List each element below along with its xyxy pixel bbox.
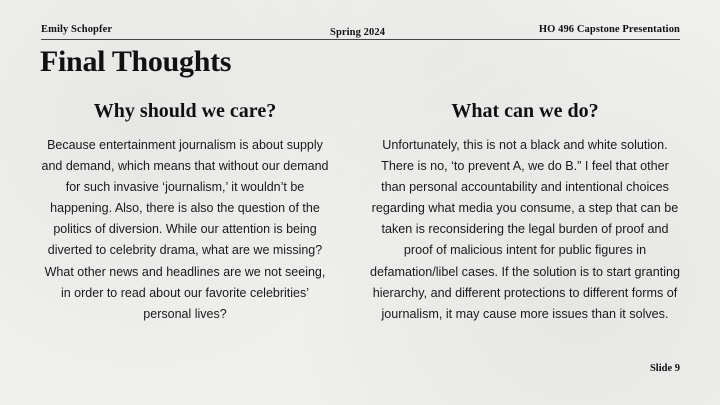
slide-title: Final Thoughts xyxy=(40,45,232,78)
term-label: Spring 2024 xyxy=(330,27,386,38)
slide-number: Slide 9 xyxy=(649,363,680,374)
right-column-heading: What can we do? xyxy=(451,100,599,122)
left-column-heading: Why should we care? xyxy=(93,100,277,122)
left-column xyxy=(40,100,330,325)
course-title: HO 496 Capstone Presentation xyxy=(538,24,680,35)
author-name: Emily Schopfer xyxy=(41,24,113,35)
right-column xyxy=(369,100,681,325)
right-column-body: Unfortunately, this is not a black and white solution. There is no, ‘to prevent A, we do B.” I feel that other than personal accountability and intentional choices regarding what media you consume, a step that can be taken is reconsidering the legal burden of proof and proof of malicious intent for public figures in defamation/libel cases. If the solution is to start granting hierarchy, and different protections to different forms of journalism, it may cause more issues than it solves. xyxy=(369,138,681,321)
header-divider xyxy=(41,39,680,40)
left-column-body: Because entertainment journalism is about supply and demand, which means that without our demand for such invasive ‘journalism,’ it wouldn’t be happening. Also, there is also the question of the politics of diversion. While our attention is being diverted to celebrity drama, what are we missing? What other news and headlines are we not seeing, in order to read about our favorite celebrities’ personal lives? xyxy=(41,138,329,321)
